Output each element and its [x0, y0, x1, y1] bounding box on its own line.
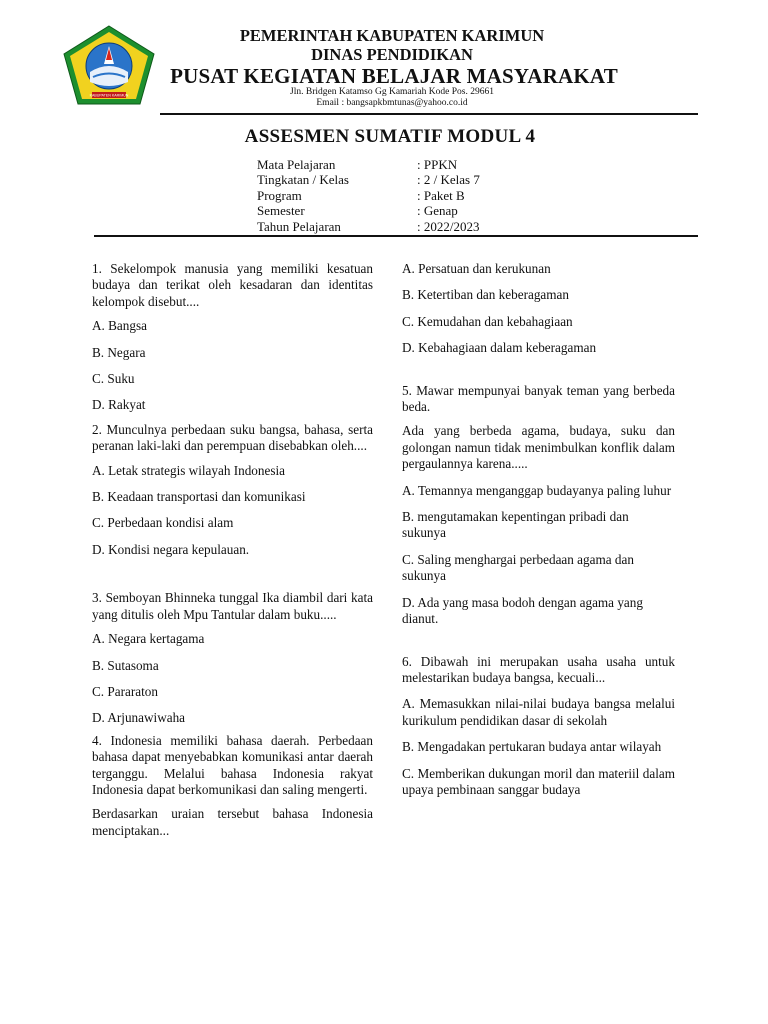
- question-4: 4. Indonesia memiliki bahasa daerah. Perbedaan bahasa dapat menyebabkan komunikasi antar daerah terganggu. Melalui bahasa Indonesia rakyat Indonesia dapat berkomunikasi dan saling mengerti.: [92, 732, 373, 797]
- question-2: 2. Munculnya perbedaan suku bangsa, bahasa, serta peranan laki-laki dan perempuan disebabkan oleh....: [92, 421, 373, 454]
- option-3c: C. Pararaton: [92, 683, 158, 699]
- info-value: : Paket B: [417, 187, 465, 203]
- option-2a: A. Letak strategis wilayah Indonesia: [92, 462, 285, 478]
- option-3d: D. Arjunawiwaha: [92, 710, 186, 726]
- option-6c: C. Memberikan dukungan moril dan materiil dalam upaya pembinaan sanggar budaya: [402, 765, 675, 797]
- option-3b: B. Sutasoma: [92, 657, 159, 673]
- letterhead-divider: [160, 113, 698, 115]
- info-label: Tingkatan / Kelas: [257, 172, 349, 188]
- option-5c: C. Saling menghargai perbedaan agama dan sukunya: [402, 551, 634, 584]
- info-value: : 2 / Kelas 7: [417, 172, 480, 188]
- option-6b: B. Mengadakan pertukaran budaya antar wilayah: [402, 739, 662, 755]
- question-3: 3. Semboyan Bhinneka tunggal Ika diambil dari kata yang ditulis oleh Mpu Tantular dalam buku.....: [92, 590, 373, 622]
- option-2c: C. Perbedaan kondisi alam: [92, 515, 234, 531]
- option-1a: A. Bangsa: [92, 318, 147, 334]
- question-1: 1. Sekelompok manusia yang memiliki kesatuan budaya dan terikat oleh kesadaran dan identitas kelompok disebut....: [92, 261, 373, 309]
- option-5a: A. Temannya menganggap budayanya paling luhur: [402, 482, 672, 498]
- logo-caption: KABUPATEN KARIMUN: [89, 93, 129, 98]
- header-department: DINAS PENDIDIKAN: [311, 45, 473, 64]
- info-value: : Genap: [417, 203, 458, 219]
- option-1d: D. Rakyat: [92, 397, 146, 413]
- option-2b: B. Keadaan transportasi dan komunikasi: [92, 489, 306, 505]
- info-divider: [94, 235, 698, 237]
- info-label: Semester: [257, 203, 305, 219]
- option-4c: C. Kemudahan dan kebahagiaan: [402, 313, 573, 329]
- option-5b: B. mengutamakan kepentingan pribadi dan sukunya: [402, 509, 629, 541]
- option-4d: D. Kebahagiaan dalam keberagaman: [402, 340, 597, 356]
- question-6: 6. Dibawah ini merupakan usaha usaha untuk melestarikan budaya bangsa, kecuali...: [402, 653, 675, 685]
- option-1c: C. Suku: [92, 371, 135, 387]
- header-institution: PUSAT KEGIATAN BELAJAR MASYARAKAT: [170, 64, 618, 88]
- header-government: PEMERINTAH KABUPATEN KARIMUN: [239, 26, 545, 45]
- right-column: [402, 261, 675, 808]
- document-title: ASSESMEN SUMATIF MODUL 4: [244, 126, 536, 147]
- info-label: Program: [257, 187, 302, 203]
- header-address: Jln. Bridgen Katamso Gg Kamariah Kode Pos. 29661: [290, 87, 494, 97]
- option-5d: D. Ada yang masa bodoh dengan agama yang dianut.: [402, 594, 643, 627]
- question-5: 5. Mawar mempunyai banyak teman yang berbeda beda.: [402, 382, 675, 415]
- question-4-prompt: Berdasarkan uraian tersebut bahasa Indonesia menciptakan...: [92, 806, 373, 838]
- info-value: : PPKN: [417, 157, 458, 172]
- info-label: Tahun Pelajaran: [257, 218, 341, 234]
- option-1b: B. Negara: [92, 344, 146, 360]
- question-5-prompt: Ada yang berbeda agama, budaya, suku dan golongan namun tidak menimbulkan konflik dalam pergaulannya karena.....: [402, 423, 675, 472]
- option-4b: B. Ketertiban dan keberagaman: [402, 287, 569, 303]
- option-4a: A. Persatuan dan kerukunan: [402, 261, 551, 276]
- header-email: Email : bangsapkbmtunas@yahoo.co.id: [316, 98, 468, 108]
- option-6a: A. Memasukkan nilai-nilai budaya bangsa melalui kurikulum pendidikan dasar di sekolah: [402, 696, 675, 728]
- left-column: [92, 261, 373, 847]
- info-value: : 2022/2023: [417, 218, 480, 234]
- info-label: Mata Pelajaran: [257, 157, 336, 172]
- option-2d: D. Kondisi negara kepulauan.: [92, 541, 250, 557]
- option-3a: A. Negara kertagama: [92, 631, 205, 647]
